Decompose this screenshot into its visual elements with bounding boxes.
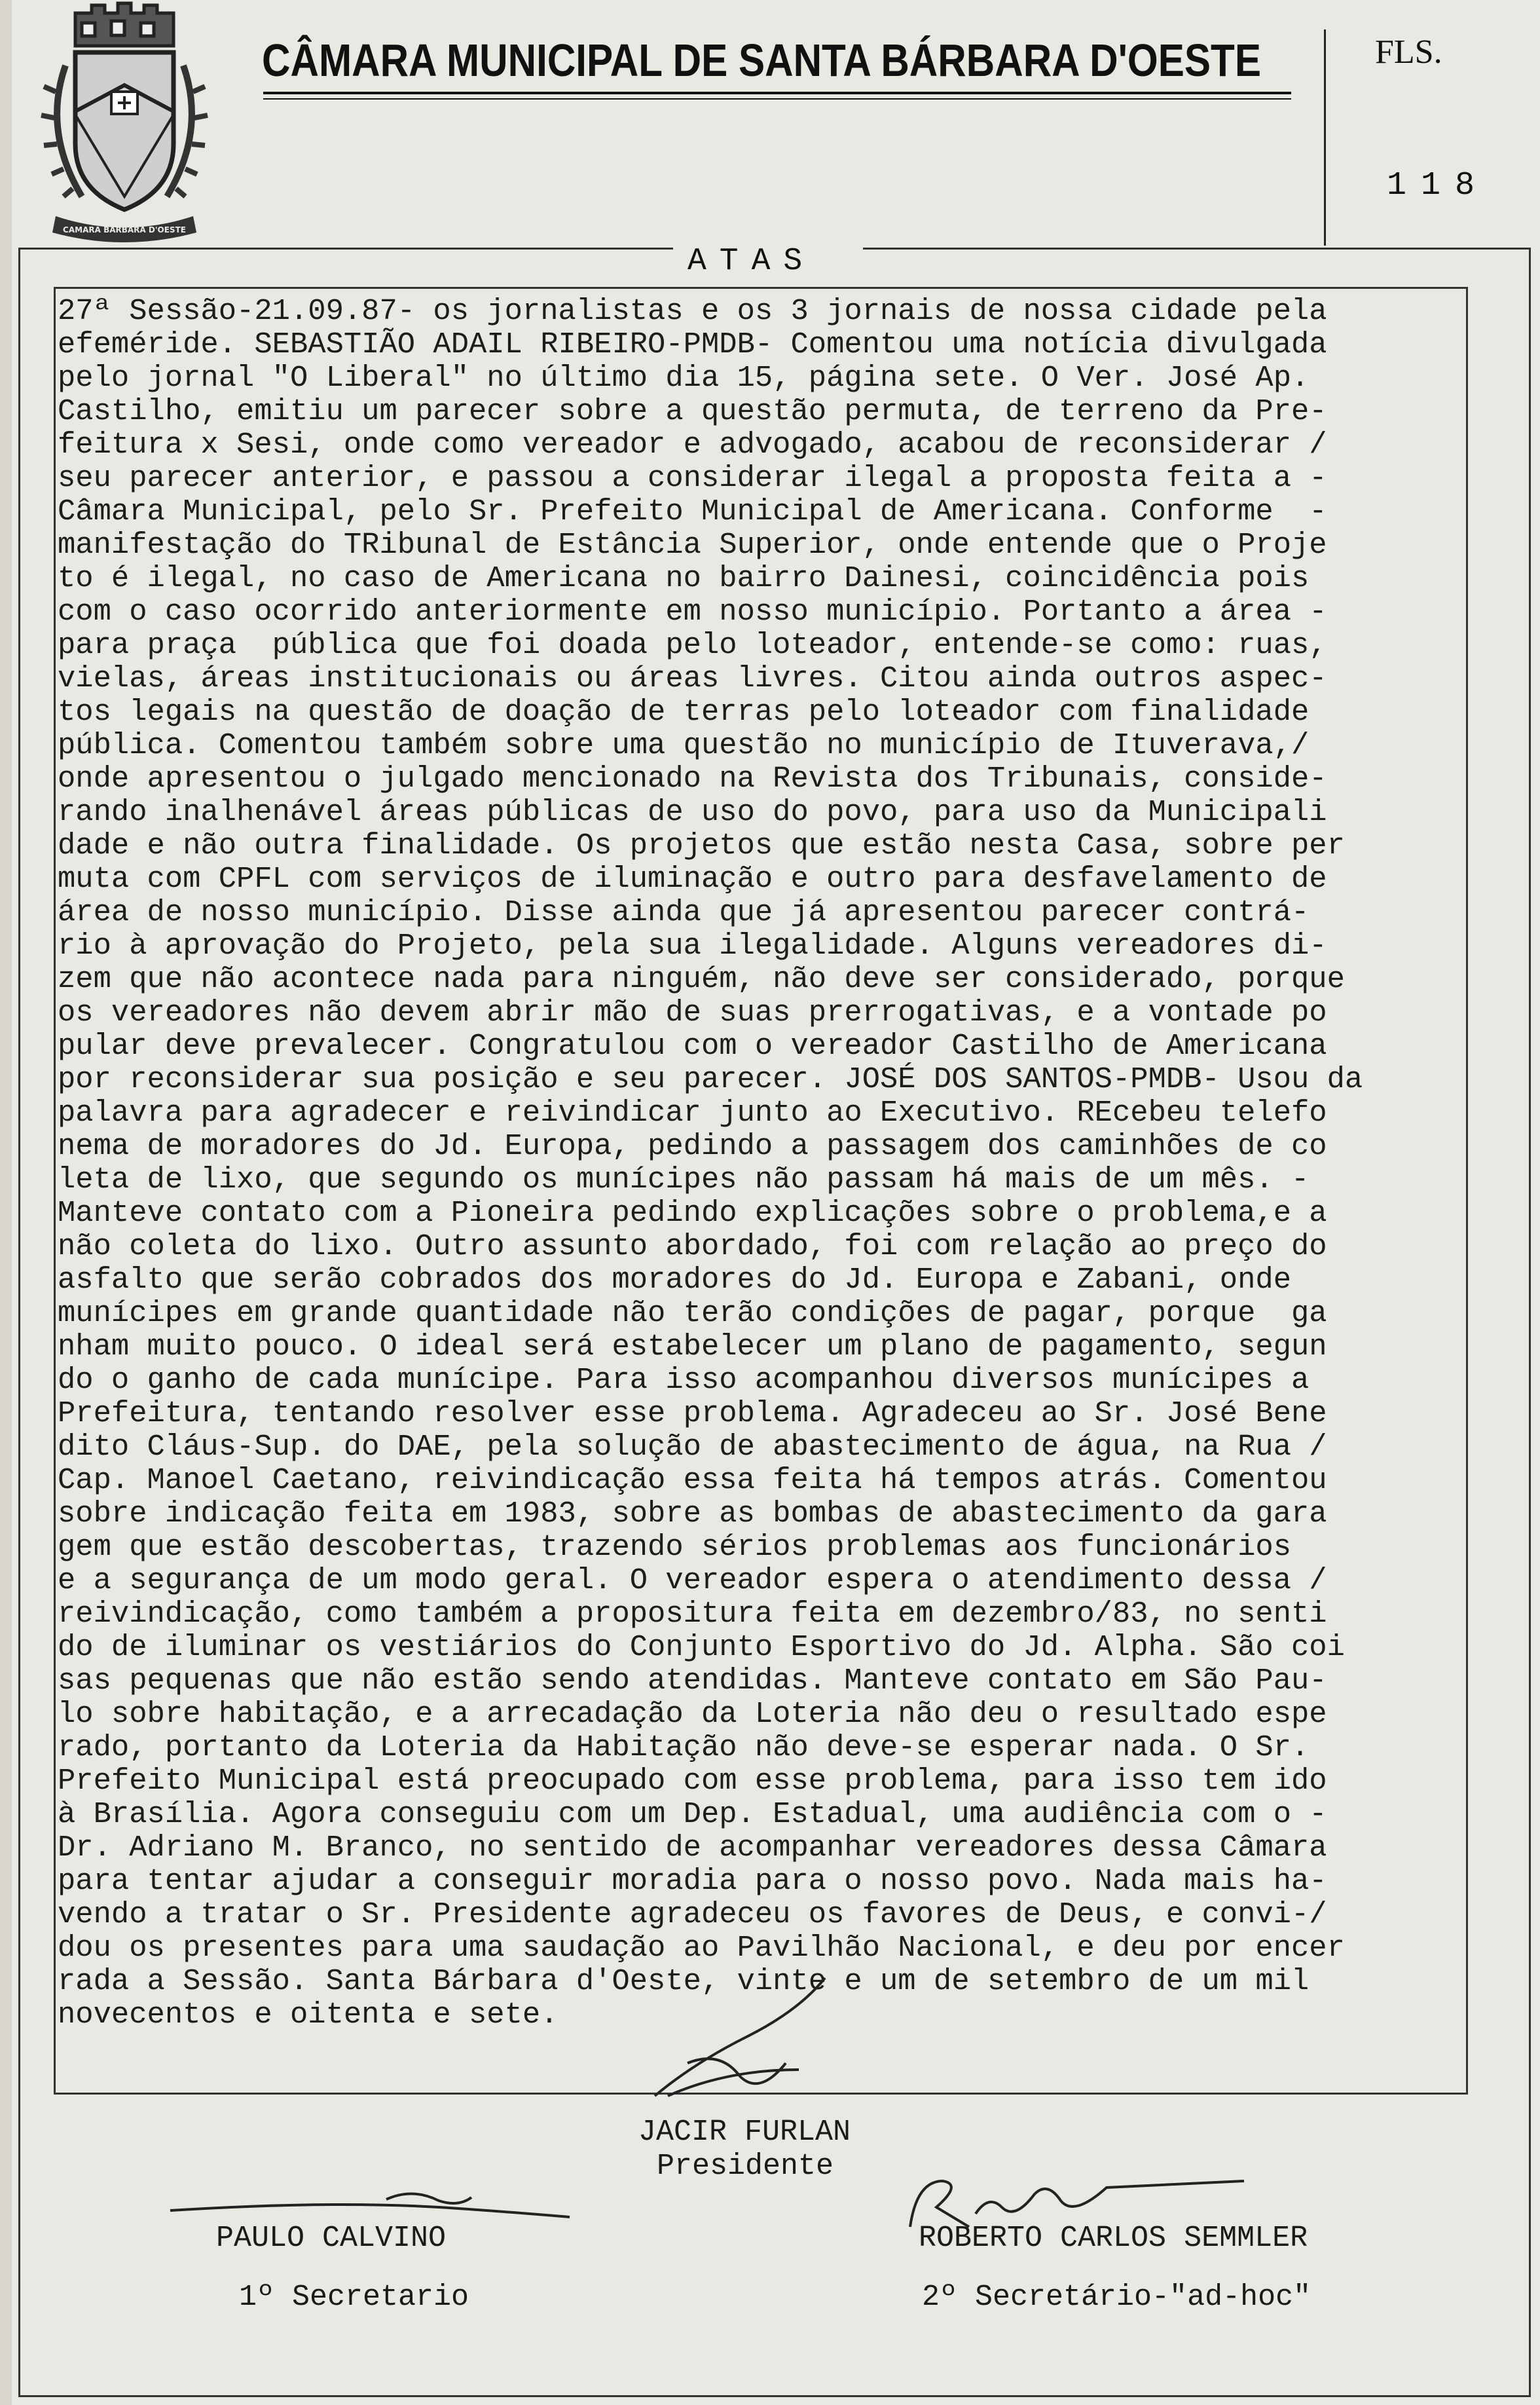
- minutes-line: dito Cláus-Sup. do DAE, pela solução de abastecimento de água, na Rua /: [58, 1430, 1327, 1464]
- municipal-crest-logo: [29, 0, 219, 246]
- minutes-line: asfalto que serão cobrados dos moradores do Jd. Europa e Zabani, onde: [58, 1263, 1292, 1297]
- crest-motto: CAMARA BARBARA D'OESTE: [63, 225, 186, 234]
- title-rule-thick: [263, 92, 1291, 94]
- minutes-line: 27ª Sessão-21.09.87- os jornalistas e os 3 jornais de nossa cidade pela: [58, 294, 1327, 328]
- minutes-line: vendo a tratar o Sr. Presidente agradeceu os favores de Deus, e convi-/: [58, 1897, 1327, 1931]
- minutes-line: seu parecer anterior, e passou a considerar ilegal a proposta feita a -: [58, 461, 1327, 495]
- minutes-line: os vereadores não devem abrir mão de suas prerrogativas, e a vontade po: [58, 996, 1327, 1030]
- minutes-line: zem que não acontece nada para ninguém, não deve ser considerado, porque: [58, 962, 1345, 996]
- minutes-line: não coleta do lixo. Outro assunto abordado, foi com relação ao preço do: [58, 1229, 1327, 1263]
- minutes-line: para tentar ajudar a conseguir moradia para o nosso povo. Nada mais ha-: [58, 1864, 1327, 1898]
- minutes-line: sas pequenas que não estão sendo atendidas. Manteve contato em São Pau-: [58, 1664, 1327, 1698]
- minutes-line: munícipes em grande quantidade não terão condições de pagar, porque ga: [58, 1296, 1327, 1330]
- minutes-line: to é ilegal, no caso de Americana no bairro Dainesi, coincidência pois: [58, 561, 1310, 595]
- minutes-line: reivindicação, como também a propositura feita em dezembro/83, no senti: [58, 1597, 1327, 1631]
- section-title: ATAS: [688, 244, 816, 279]
- header-divider: [1324, 29, 1326, 246]
- frame-top-left: [18, 248, 673, 250]
- minutes-line: nham muito pouco. O ideal será estabelecer um plano de pagamento, segun: [58, 1330, 1327, 1364]
- minutes-line: e a segurança de um modo geral. O vereador espera o atendimento dessa /: [58, 1563, 1327, 1597]
- minutes-line: Câmara Municipal, pelo Sr. Prefeito Municipal de Americana. Conforme -: [58, 494, 1327, 529]
- minutes-line: área de nosso município. Disse ainda que já apresentou parecer contrá-: [58, 895, 1310, 929]
- minutes-line: do de iluminar os vestiários do Conjunto Esportivo do Jd. Alpha. São coi: [58, 1630, 1345, 1664]
- minutes-line: pelo jornal "O Liberal" no último dia 15, página sete. O Ver. José Ap.: [58, 361, 1310, 395]
- minutes-body: [58, 295, 1472, 2032]
- minutes-line: rado, portanto da Loteria da Habitação não deve-se esperar nada. O Sr.: [58, 1730, 1310, 1764]
- minutes-line: palavra para agradecer e reivindicar junto ao Executivo. REcebeu telefo: [58, 1096, 1327, 1130]
- title-rule-thin: [263, 98, 1291, 100]
- minutes-line: rio à aprovação do Projeto, pela sua ilegalidade. Alguns vereadores di-: [58, 929, 1327, 963]
- folio-number: 118: [1387, 167, 1490, 204]
- minutes-line: gem que estão descobertas, trazendo sérios problemas aos funcionários: [58, 1530, 1292, 1564]
- fls-label: FLS.: [1375, 33, 1442, 71]
- minutes-line: do o ganho de cada munícipe. Para isso acompanhou diversos munícipes a: [58, 1363, 1310, 1397]
- minutes-line: dou os presentes para uma saudação ao Pavilhão Nacional, e deu por encer: [58, 1931, 1345, 1965]
- minutes-line: manifestação do TRibunal de Estância Superior, onde entende que o Proje: [58, 528, 1327, 562]
- minutes-line: nema de moradores do Jd. Europa, pedindo a passagem dos caminhões de co: [58, 1129, 1327, 1163]
- minutes-line: feitura x Sesi, onde como vereador e advogado, acabou de reconsiderar /: [58, 428, 1327, 462]
- minutes-line: sobre indicação feita em 1983, sobre as bombas de abastecimento da gara: [58, 1497, 1327, 1531]
- minutes-line: por reconsiderar sua posição e seu parecer. JOSÉ DOS SANTOS-PMDB- Usou da: [58, 1062, 1363, 1096]
- minutes-line: pública. Comentou também sobre uma questão no município de Ituverava,/: [58, 728, 1310, 762]
- minutes-line: Castilho, emitiu um parecer sobre a questão permuta, de terreno da Pre-: [58, 394, 1327, 428]
- president-role: Presidente: [657, 2150, 834, 2183]
- chamber-title: CÂMARA MUNICIPAL DE SANTA BÁRBARA D'OESTE: [262, 35, 1261, 86]
- minutes-line: pular deve prevalecer. Congratulou com o vereador Castilho de Americana: [58, 1029, 1327, 1063]
- minutes-line: para praça pública que foi doada pelo loteador, entende-se como: ruas,: [58, 628, 1327, 662]
- minutes-line: tos legais na questão de doação de terras pelo loteador com finalidade: [58, 695, 1310, 729]
- first-secretary-role: 1º Secretario: [239, 2281, 469, 2314]
- minutes-line: dade e não outra finalidade. Os projetos que estão nesta Casa, sobre per: [58, 829, 1345, 863]
- minutes-line: à Brasília. Agora conseguiu com um Dep. Estadual, uma audiência com o -: [58, 1797, 1327, 1831]
- second-secretary-role: 2º Secretário-"ad-hoc": [922, 2281, 1311, 2314]
- minutes-line: Prefeitura, tentando resolver esse problema. Agradeceu ao Sr. José Bene: [58, 1396, 1327, 1430]
- minutes-line: Dr. Adriano M. Branco, no sentido de acompanhar vereadores dessa Câmara: [58, 1831, 1327, 1865]
- frame-top-right: [863, 248, 1531, 250]
- page-edge: [0, 0, 12, 2405]
- second-secretary-name: ROBERTO CARLOS SEMMLER: [919, 2222, 1308, 2255]
- first-secretary-name: PAULO CALVINO: [216, 2222, 447, 2255]
- minutes-line: Prefeito Municipal está preocupado com esse problema, para isso tem ido: [58, 1764, 1327, 1798]
- minutes-line: Manteve contato com a Pioneira pedindo explicações sobre o problema,e a: [58, 1196, 1327, 1230]
- minutes-line: lo sobre habitação, e a arrecadação da Loteria não deu o resultado espe: [58, 1697, 1327, 1731]
- president-name: JACIR FURLAN: [638, 2116, 851, 2149]
- minutes-line: rada a Sessão. Santa Bárbara d'Oeste, vinte e um de setembro de um mil: [58, 1964, 1310, 1998]
- president-signature: [629, 1965, 838, 2116]
- minutes-line: Cap. Manoel Caetano, reivindicação essa feita há tempos atrás. Comentou: [58, 1463, 1327, 1497]
- minutes-line: novecentos e oitenta e sete.: [58, 1998, 559, 2032]
- minutes-line: onde apresentou o julgado mencionado na Revista dos Tribunais, conside-: [58, 762, 1327, 796]
- minutes-line: com o caso ocorrido anteriormente em nosso município. Portanto a área -: [58, 595, 1327, 629]
- minutes-line: leta de lixo, que segundo os munícipes não passam há mais de um mês. -: [58, 1163, 1310, 1197]
- minutes-line: vielas, áreas institucionais ou áreas livres. Citou ainda outros aspec-: [58, 662, 1327, 696]
- minutes-line: muta com CPFL com serviços de iluminação e outro para desfavelamento de: [58, 862, 1327, 896]
- minutes-line: rando inalhenável áreas públicas de uso do povo, para uso da Municipali: [58, 795, 1327, 829]
- minutes-line: efeméride. SEBASTIÃO ADAIL RIBEIRO-PMDB- Comentou uma notícia divulgada: [58, 327, 1327, 362]
